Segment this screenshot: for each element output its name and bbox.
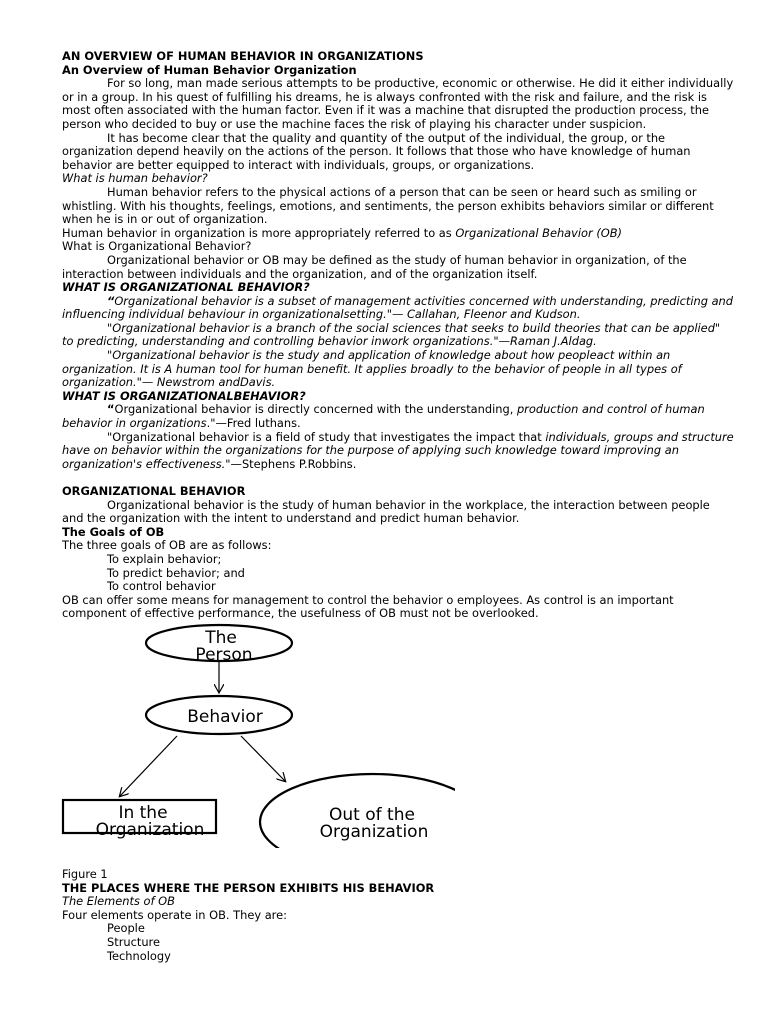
figure-label: Figure 1 [62,867,108,881]
node-out-label: Out of the [329,805,415,825]
node-in-label: In the [118,803,168,823]
quote: "Organizational behavior is a branch of the social sciences that seeks to build theories that can be applied" to predicting, understanding and controlling behavior inwork organizations."—Raman J.Aldag. [62,320,721,349]
subsection-heading: The Elements of OB [62,894,175,909]
paragraph: OB can offer some means for management to control the behavior o employees. As control is an important component of effective performance, the usefulness of OB must not be overlooked. [62,592,674,621]
node-behavior-label: Behavior [187,707,263,727]
list-item: Technology [107,948,171,963]
quote-text: Organizational behavior is a subset of management activities concerned with understanding, predicting and influencing individual behaviour in organizationalsetting."— Callahan, Fleenor and Kudson. [62,293,734,322]
arrow-behavior-to-out [241,736,285,781]
paragraph: Organizational behavior or OB may be defined as the study of human behavior in organization, of the interaction between individuals and the organization, and of the organization itself. [62,252,687,281]
paragraph: For so long, man made serious attempts to be productive, economic or otherwise. He did it either individually or in a group. In his quest of fulfilling his dreams, he is always confronted with the risk and failure, and the risk is most often associated with the human factor. Even if it was a machine that disrupted the production process, the person who decided to buy or use the machine faces the risk of playing his character under suspicion. [62,76,734,131]
paragraph: Human behavior refers to the physical actions of a person that can be seen or heard such as smiling or whistling. With his thoughts, feelings, emotions, and sentiments, the person exhibits behaviors similar or different when he is in or out of organization. [62,184,714,227]
arrow-behavior-to-in [120,736,177,796]
document-title: AN OVERVIEW OF HUMAN BEHAVIOR IN ORGANIZATIONS [62,49,424,63]
list-item: To explain behavior; [107,551,222,566]
quote-mark: “ [107,402,115,417]
quote-text: Organizational behavior is directly concerned with the understanding, [114,402,517,417]
list-item: People [107,921,145,936]
quote [62,431,734,472]
list-item: Structure [107,934,160,949]
quote-mark: “ [107,293,115,308]
text-run: Human behavior in organization is more appropriately referred to as [62,225,456,240]
question-heading: WHAT IS ORGANIZATIONAL BEHAVIOR? [62,280,310,295]
list-item: To control behavior [107,579,216,594]
document-body [62,50,734,621]
list-item: To predict behavior; and [107,565,245,580]
paragraph [62,227,734,241]
question-heading: What is Organizational Behavior? [62,239,252,254]
quote-text-italic: production and control of human behavior in organizations [62,402,705,431]
question-heading: WHAT IS ORGANIZATIONALBEHAVIOR? [62,388,306,403]
behavior-diagram [55,618,455,848]
quote-text: "Organizational behavior is a field of study that investigates the impact that [107,429,546,444]
quote-attribution: ."—Fred luthans. [206,416,301,431]
document-body-continued [62,868,734,963]
section-heading: An Overview of Human Behavior Organization [62,62,357,77]
quote-text-italic: individuals, groups and structure have on behavior within the organizations for the purpose of applying such knowledge toward improving an organization's effectiveness." [62,429,734,471]
text-run-italic: Organizational Behavior (OB) [455,225,622,240]
node-out-label: Organization [319,822,429,842]
paragraph: The three goals of OB are as follows: [62,538,272,553]
quote-attribution: —Stephens P.Robbins. [230,456,357,471]
node-in-label: Organization [95,820,205,840]
figure-caption: THE PLACES WHERE THE PERSON EXHIBITS HIS BEHAVIOR [62,880,435,895]
paragraph: Organizational behavior is the study of human behavior in the workplace, the interaction between people and the organization with the intent to understand and predict human behavior. [62,497,710,526]
paragraph: It has become clear that the quality and quantity of the output of the individual, the group, or the organization depend heavily on the actions of the person. It follows that those who have knowledge of human behavior are better equipped to interact with individuals, groups, or organizations. [62,130,691,172]
node-person-label: The [205,628,237,648]
node-person-label: Person [195,645,253,665]
section-heading: ORGANIZATIONAL BEHAVIOR [62,484,246,498]
quote: "Organizational behavior is the study and application of knowledge about how peopleact within an organization. It is A human tool for human benefit. It applies broadly to the behavior of people in all types of organization."— Newstrom andDavis. [62,348,682,390]
quote [62,295,734,322]
paragraph: Four elements operate in OB. They are: [62,907,287,922]
subsection-heading: The Goals of OB [62,524,165,539]
quote [62,403,734,430]
question-heading: What is human behavior? [62,171,208,186]
